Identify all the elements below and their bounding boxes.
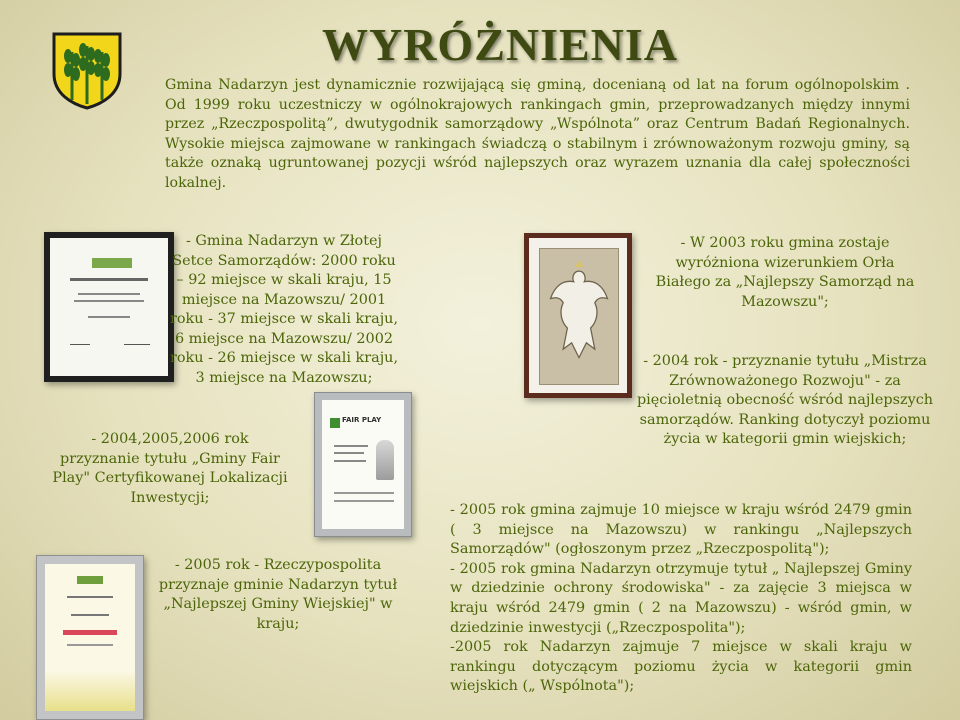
ranking-2005-ochrona-srodowiska: - 2005 rok gmina Nadarzyn otrzymuje tytuł „ Najlepszej Gminy w dziedzinie ochrony środowiska" - za zajęcie 3 miejsca w kraju wśród 2479 gmin ( 2 na Mazowszu) - wśród gmin, w dziedzinie inwestycji („Rzeczpospolita"); — [450, 560, 912, 636]
fair-play-text: - 2004,2005,2006 rok przyznanie tytułu „Gminy Fair Play" Certyfikowanej Lokalizacji Inwestycji; — [52, 431, 288, 506]
certificate-orzel-bialy — [524, 233, 632, 398]
certificate-fair-play — [314, 392, 412, 537]
page-title: WYRÓŻNIENIA — [321, 19, 679, 70]
zlota-setka-text: - Gmina Nadarzyn w Złotej Setce Samorządów: 2000 roku – 92 miejsce w skali kraju, 15 miejsce na Mazowszu/ 2001 roku - 37 miejsce w skali kraju, 6 miejsce na Mazowszu/ 2002 roku - 26 miejsce w skali kraju, 3 miejsce na Mazowszu; — [169, 233, 399, 386]
orzel-text: - W 2003 roku gmina zostaje wyróżniona wizerunkiem Orła Białego za „Najlepszy Samorząd na Mazowszu"; — [655, 235, 915, 310]
intro-text — [165, 76, 910, 193]
certificate-najlepsza-gmina — [36, 555, 144, 720]
rankings-2005 — [450, 501, 912, 697]
intro-paragraph-2: Wysokie miejsca zajmowane w rankingach świadczą o stabilnym i zrównoważonym rozwoju gminy, są także oznaką ugruntowanej pozycji wśród najlepszych oraz wyrazem uznania dla całej społeczności lokalnej. — [165, 135, 910, 191]
certificate-zlota-setka — [44, 232, 174, 382]
white-eagle-icon — [540, 249, 618, 384]
mistrz-text: - 2004 rok - przyznanie tytułu „Mistrza Zrównoważonego Rozwoju" - za pięcioletnią obecność wśród najlepszych samorządów. Ranking dotyczył poziomu życia w kategorii gmin wiejskich; — [636, 353, 934, 447]
najlepsza-gmina-text: - 2005 rok - Rzeczypospolita przyznaje gminie Nadarzyn tytuł „Najlepszej Gminy Wiejskiej" w kraju; — [158, 557, 398, 632]
ranking-2005-najlepsze-samorzady: - 2005 rok gmina zajmuje 10 miejsce w kraju wśród 2479 gmin ( 3 miejsce na Mazowszu) w rankingu „Najlepszych Samorządów" (ogłoszonym przez „Rzeczpospolitą"); — [450, 502, 912, 558]
fair-play-label: FAIR PLAY — [342, 416, 382, 424]
coat-of-arms-icon — [50, 30, 124, 110]
ranking-2005-poziom-zycia: -2005 rok Nadarzyn zajmuje 7 miejsce w skali kraju w rankingu dotyczącym poziomu życia w kategorii gmin wiejskich („ Wspólnota"); — [450, 639, 912, 695]
intro-paragraph-1: Gmina Nadarzyn jest dynamicznie rozwijającą się gminą, docenianą od lat na forum ogólnopolskim . Od 1999 roku uczestniczy w ogólnokrajowych rankingach gmin, przeprowadzanych między innymi przez „Rzeczpospolitą”, dwutygodnik samorządowy „Wspólnota” oraz Centrum Badań Regionalnych. — [165, 77, 910, 132]
